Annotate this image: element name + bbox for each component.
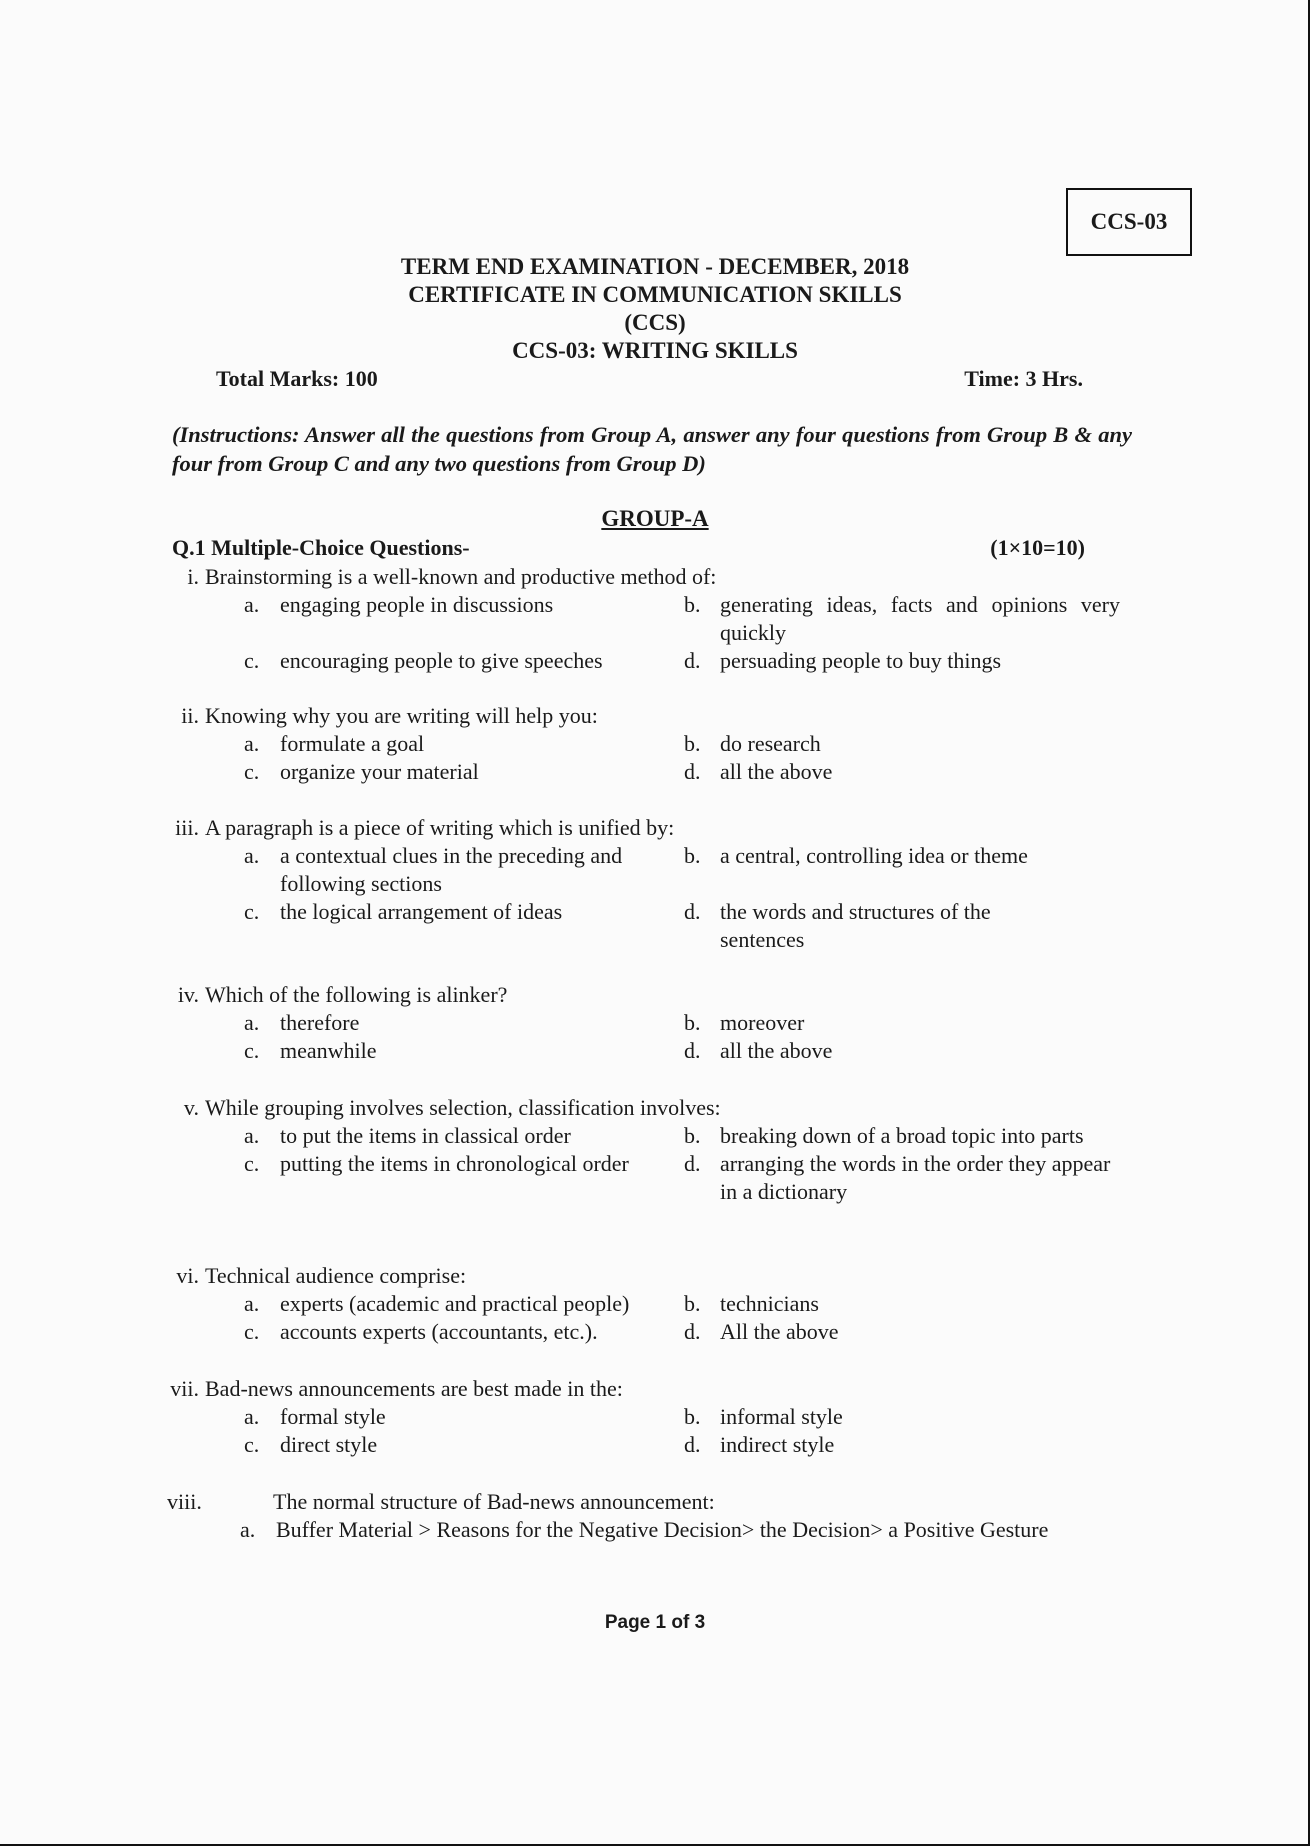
question-number: ii.	[181, 703, 199, 728]
question-number: v.	[183, 1095, 199, 1120]
question-text: The normal structure of Bad-news announcement:	[273, 1489, 715, 1514]
option-d: d. All the above	[684, 1319, 839, 1344]
option-c: c. putting the items in chronological order	[244, 1151, 629, 1176]
option-b: b. do research	[684, 731, 821, 756]
question-ii	[181, 702, 1130, 786]
question-viii	[167, 1488, 1130, 1544]
instructions: (Instructions: Answer all the questions from Group A, answer any four questions from Group B & any four from Group C and any two questions from Group D)	[172, 422, 1132, 476]
question-text: Knowing why you are writing will help you:	[205, 703, 598, 728]
option-c: c. encouraging people to give speeches	[244, 648, 603, 673]
option-a: a. engaging people in discussions	[244, 592, 554, 617]
question-i	[187, 563, 1130, 675]
option-d: d. all the above	[684, 759, 833, 784]
option-a: a. to put the items in classical order	[244, 1123, 571, 1148]
total-marks: Total Marks: 100	[216, 366, 378, 391]
question-text: Technical audience comprise:	[205, 1263, 467, 1288]
option-b: b. moreover	[684, 1010, 805, 1035]
option-b: b. technicians	[684, 1291, 819, 1316]
q1-heading	[172, 535, 1085, 561]
paper-code-box	[1066, 188, 1192, 256]
option-d: d. arranging the words in the order they appear in a dictionary	[684, 1151, 1111, 1204]
question-iv	[177, 981, 1130, 1065]
question-text: Bad-news announcements are best made in the:	[205, 1376, 623, 1401]
question-number: iii.	[175, 815, 199, 840]
question-number: iv.	[177, 982, 199, 1007]
option-b: b. generating ideas, facts and opinions very quickly	[684, 592, 1120, 645]
time-allowed: Time: 3 Hrs.	[964, 366, 1083, 391]
course-abbrev: (CCS)	[624, 310, 686, 335]
q1-title: Q.1 Multiple-Choice Questions-	[172, 535, 470, 560]
question-number: vii.	[170, 1376, 199, 1401]
option-c: c. direct style	[244, 1432, 378, 1457]
option-c: c. meanwhile	[244, 1038, 377, 1063]
option-a: a. experts (academic and practical people)	[244, 1291, 630, 1316]
paper-code: CCS-03	[1090, 209, 1168, 234]
q1-marks: (1×10=10)	[990, 535, 1085, 560]
group-a-title: GROUP-A	[601, 506, 709, 531]
option-c: c. organize your material	[244, 759, 479, 784]
question-v	[183, 1094, 1130, 1206]
option-d: d. indirect style	[684, 1432, 835, 1457]
option-a: a. a contextual clues in the preceding and following sections	[244, 843, 623, 896]
option-d: d. all the above	[684, 1038, 833, 1063]
question-text: A paragraph is a piece of writing which is unified by:	[205, 815, 675, 840]
option-d: d. the words and structures of the sentences	[684, 899, 991, 952]
question-iii	[175, 814, 1130, 954]
option-a: a. formal style	[244, 1404, 386, 1429]
option-c: c. the logical arrangement of ideas	[244, 899, 563, 924]
course-title: CERTIFICATE IN COMMUNICATION SKILLS	[408, 282, 902, 307]
option-c: c. accounts experts (accountants, etc.).	[244, 1319, 598, 1344]
option-b: b. breaking down of a broad topic into parts	[684, 1123, 1084, 1148]
question-number: vi.	[176, 1263, 199, 1288]
marks-time-row	[216, 366, 1083, 392]
option-b: b. informal style	[684, 1404, 843, 1429]
question-number: i.	[187, 564, 199, 589]
question-number: viii.	[167, 1489, 202, 1514]
question-text: While grouping involves selection, classification involves:	[205, 1095, 721, 1120]
exam-title: TERM END EXAMINATION - DECEMBER, 2018	[400, 254, 910, 279]
option-b: b. a central, controlling idea or theme	[684, 843, 1028, 868]
option-a: a. formulate a goal	[244, 731, 425, 756]
page-number: Page 1 of 3	[604, 1612, 706, 1633]
option-d: d. persuading people to buy things	[684, 648, 1002, 673]
question-text: Which of the following is alinker?	[205, 982, 508, 1007]
question-vii	[170, 1375, 1130, 1459]
paper-title: CCS-03: WRITING SKILLS	[512, 338, 798, 363]
question-vi	[176, 1262, 1130, 1346]
option-a: a. therefore	[244, 1010, 360, 1035]
option-a: a. Buffer Material > Reasons for the Negative Decision> the Decision> a Positive Gesture	[240, 1517, 1049, 1542]
question-text: Brainstorming is a well-known and productive method of:	[205, 564, 717, 589]
